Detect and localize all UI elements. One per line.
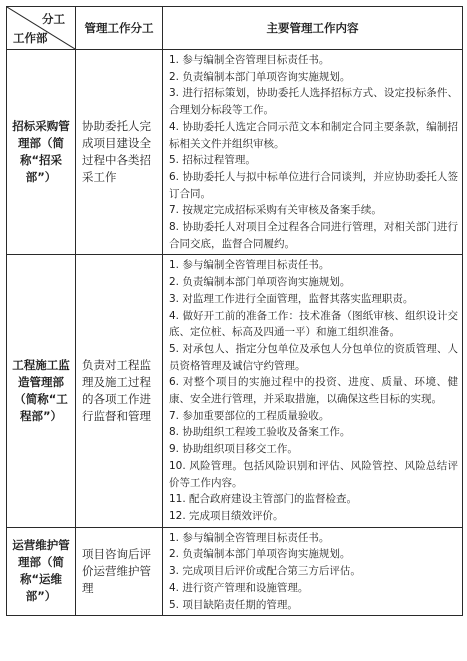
duty-item: 6. 协助委托人与拟中标单位进行合同谈判，并应协助委托人签订合同。: [169, 170, 458, 200]
dept-duties: [163, 50, 463, 255]
duty-item: 5. 项目缺陷责任期的管理。: [169, 598, 298, 611]
management-division-table: [6, 6, 463, 616]
duty-item: 1. 参与编制全咨管理目标责任书。: [169, 54, 330, 66]
dept-duties: [163, 527, 463, 616]
table-header-row: [7, 7, 463, 50]
dept-scope: 协助委托人完成项目建设全过程中各类招采工作: [76, 50, 163, 255]
duty-item: 7. 参加重要部位的工程质量验收。: [169, 409, 330, 422]
duty-item: 2. 负责编制本部门单项咨询实施规划。: [169, 276, 351, 289]
duty-item: 1. 参与编制全咨管理目标责任书。: [169, 531, 330, 544]
dept-scope: 负责对工程监理及施工过程的各项工作进行监督和管理: [76, 255, 163, 527]
duty-item: 9. 协助组织项目移交工作。: [169, 443, 298, 456]
corner-label-department: 工作部: [13, 31, 48, 45]
duty-item: 3. 进行招标策划，协助委托人选择招标方式、设定投标条件、合理划分标段等工作。: [169, 87, 458, 117]
header-scope: 管理工作分工: [76, 7, 163, 50]
dept-scope: 项目咨询后评价运营维护管理: [76, 527, 163, 616]
duty-item: 3. 完成项目后评价或配合第三方后评估。: [169, 565, 361, 578]
header-corner-cell: [7, 7, 76, 50]
header-content: 主要管理工作内容: [163, 7, 463, 50]
duty-item: 10. 风险管理。包括风险识别和评估、风险管控、风险总结评价等工作内容。: [169, 459, 458, 489]
duty-item: 5. 招标过程管理。: [169, 154, 256, 167]
dept-name: 招标采购管理部（简称“招采部”）: [7, 50, 76, 255]
dept-name: 工程施工监造管理部（简称“工程部”）: [7, 255, 76, 527]
duty-item: 2. 负责编制本部门单项咨询实施规划。: [169, 70, 351, 83]
table-row-operations: [7, 527, 463, 616]
table-row-construction: [7, 255, 463, 527]
duty-item: 2. 负责编制本部门单项咨询实施规划。: [169, 548, 351, 561]
dept-name: 运营维护管理部（简称“运维部”）: [7, 527, 76, 616]
duty-item: 7. 按规定完成招标采购有关审核及备案手续。: [169, 204, 382, 217]
duty-item: 4. 协助委托人选定合同示范文本和制定合同主要条款，编制招标相关文件并组织审核。: [169, 120, 458, 150]
duty-item: 1. 参与编制全咨管理目标责任书。: [169, 259, 330, 272]
duty-item: 8. 协助委托人对项目全过程各合同进行管理，对相关部门进行合同交底，监督合同履约。: [169, 221, 458, 250]
duty-item: 4. 做好开工前的准备工作：技术准备（图纸审核、组织设计交底、定位桩、标高及四通一平）和施工组织准备。: [169, 309, 458, 339]
dept-duties: [163, 255, 463, 527]
duty-item: 6. 对整个项目的实施过程中的投资、进度、质量、环境、健康、安全进行管理，并采取措施，以确保这些目标的实现。: [169, 376, 458, 406]
duty-item: 8. 协助组织工程竣工验收及备案工作。: [169, 426, 351, 439]
table-row-procurement: [7, 50, 463, 255]
duty-item: 3. 对监理工作进行全面管理，监督其落实监理职责。: [169, 292, 414, 305]
corner-label-division: 分工: [42, 12, 65, 26]
duty-item: 4. 进行资产管理和设施管理。: [169, 581, 309, 594]
duty-item: 12. 完成项目绩效评价。: [169, 509, 284, 522]
duty-item: 5. 对承包人、指定分包单位及承包人分包单位的资质管理、人员资格管理及诚信守约管理。: [169, 342, 458, 372]
duty-item: 11. 配合政府建设主管部门的监督检查。: [169, 493, 358, 506]
